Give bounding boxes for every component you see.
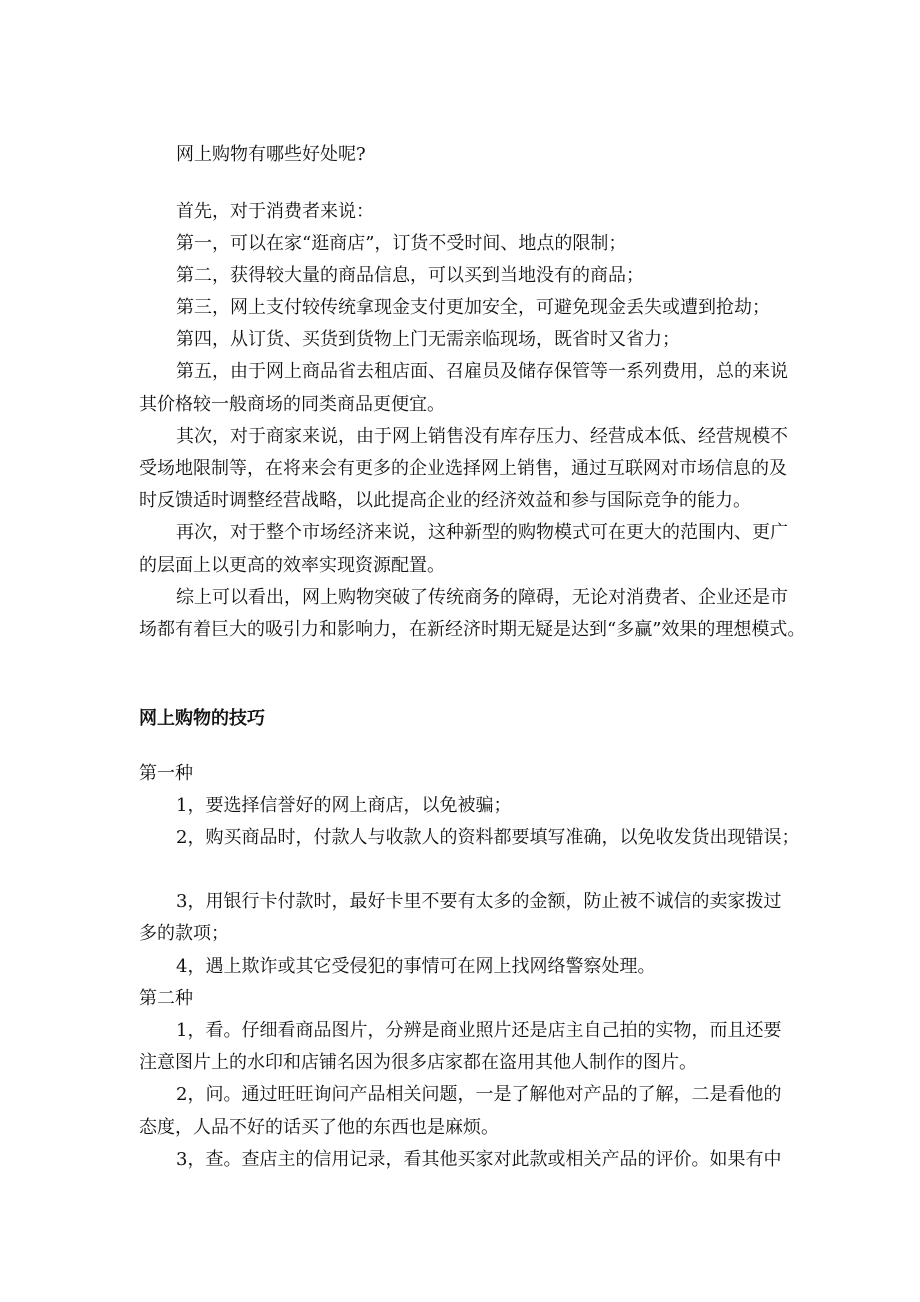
method-2-item-2-cont: 态度，人品不好的话买了他的东西也是麻烦。 [139,1117,499,1138]
method-2-item-1: 1，看。仔细看商品图片，分辨是商业照片还是店主自己拍的实物，而且还要 [176,1020,782,1041]
consumer-point-5-cont: 其价格较一般商场的同类商品更便宜。 [139,394,445,415]
method-2-item-2: 2，问。通过旺旺询问产品相关问题，一是了解他对产品的了解，二是看他的 [176,1084,782,1105]
method-1-item-1: 1，要选择信誉好的网上商店，以免被骗； [176,795,512,816]
method-2-item-3: 3，查。查店主的信用记录，看其他买家对此款或相关产品的评价。如果有中 [176,1149,782,1170]
method-1-item-3: 3，用银行卡付款时，最好卡里不要有太多的金额，防止被不诚信的卖家拨过 [176,891,782,912]
method-1-title: 第一种 [139,763,193,784]
consumer-point-5: 第五，由于网上商品省去租店面、召雇员及储存保管等一系列费用，总的来说 [176,361,788,382]
market-paragraph-cont: 的层面上以更高的效率实现资源配置。 [139,555,445,576]
market-paragraph: 再次，对于整个市场经济来说，这种新型的购物模式可在更大的范围内、更广 [176,522,788,543]
method-1-item-3-cont: 多的款项； [139,923,229,944]
consumer-point-2: 第二，获得较大量的商品信息，可以买到当地没有的商品； [176,265,644,286]
section-question: 网上购物有哪些好处呢? [176,144,366,165]
consumer-point-1: 第一，可以在家“逛商店”，订货不受时间、地点的限制； [176,233,627,254]
merchant-paragraph-cont: 受场地限制等，在将来会有更多的企业选择网上销售，通过互联网对市场信息的及 [139,458,787,479]
merchant-paragraph: 其次，对于商家来说，由于网上销售没有库存压力、经营成本低、经营规模不 [176,426,788,447]
method-1-item-4: 4，遇上欺诈或其它受侵犯的事情可在网上找网络警察处理。 [176,956,656,977]
consumer-point-4: 第四，从订货、买货到货物上门无需亲临现场，既省时又省力； [176,329,680,350]
summary-paragraph: 综上可以看出，网上购物突破了传统商务的障碍，无论对消费者、企业还是市 [176,587,788,608]
tips-heading: 网上购物的技巧 [139,708,265,729]
method-1-item-2: 2，购买商品时，付款人与收款人的资料都要填写准确，以免收发货出现错误； [176,827,800,848]
consumer-point-3: 第三，网上支付较传统拿现金支付更加安全，可避免现金丢失或遭到抢劫； [176,297,770,318]
consumer-intro: 首先，对于消费者来说： [176,201,374,222]
method-2-item-1-cont: 注意图片上的水印和店铺名因为很多店家都在盗用其他人制作的图片。 [139,1052,697,1073]
merchant-paragraph-cont: 时反馈适时调整经营战略，以此提高企业的经济效益和参与国际竞争的能力。 [139,490,751,511]
summary-paragraph-cont: 场都有着巨大的吸引力和影响力，在新经济时期无疑是达到“多赢”效果的理想模式。 [139,619,806,640]
method-2-title: 第二种 [139,988,193,1009]
